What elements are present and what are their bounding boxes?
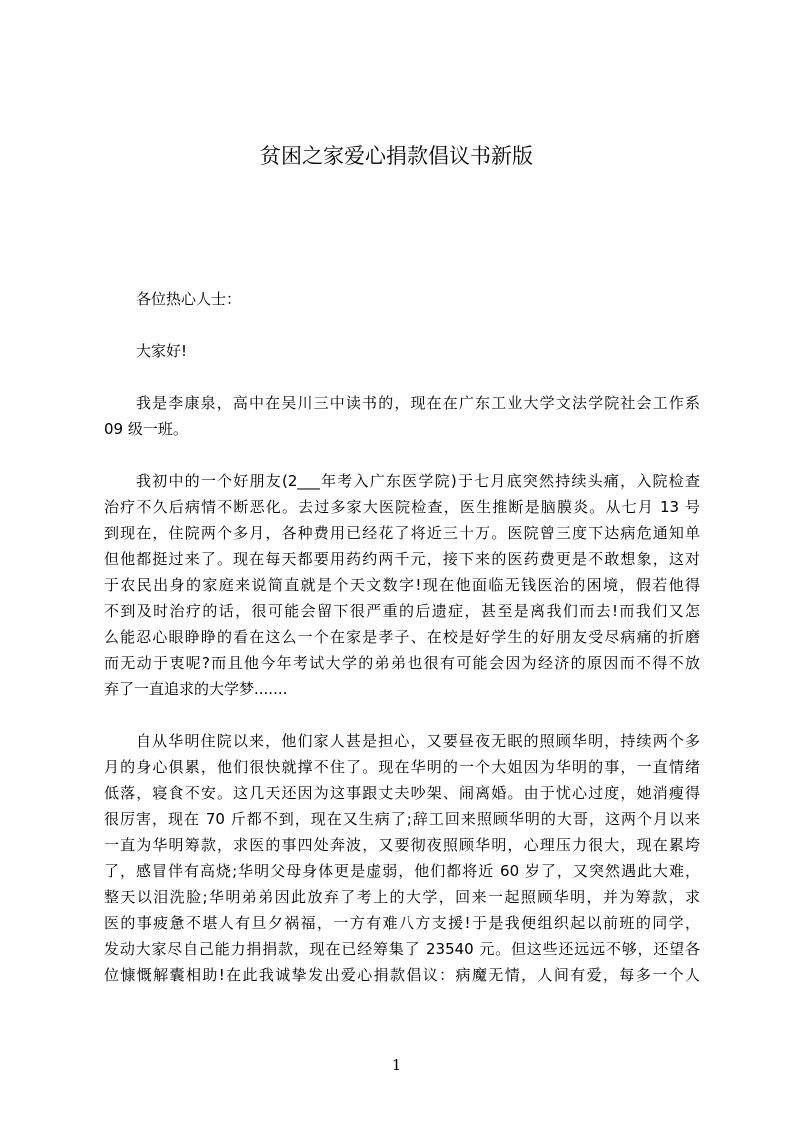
paragraph-line: 但他都挺过来了。现在每天都要用药约两千元，接下来的医药费更是不敢想象，这对 [104, 550, 700, 568]
illness-paragraph [104, 468, 700, 702]
paragraph-line: 位慷慨解囊相助!在此我诚挚发出爱心捐款倡议：病魔无情，人间有爱，每多一个人 [104, 966, 700, 984]
page-number: 1 [391, 1056, 402, 1074]
greeting-line: 大家好! [136, 342, 188, 360]
paragraph-line: 了，感冒伴有高烧;华明父母身体更是虚弱，他们都将近 60 岁了，又突然遇此大难， [104, 862, 700, 880]
paragraph-line: 月的身心俱累，他们很快就撑不住了。现在华明的一个大姐因为华明的事，一直情绪 [104, 758, 700, 776]
paragraph-line: 发动大家尽自己能力捐捐款，现在已经筹集了 23540 元。但这些还远远不够，还望各 [104, 940, 700, 958]
paragraph-line: 整天以泪洗脸;华明弟弟因此放弃了考上的大学，回来一起照顾华明，并为筹款，求 [104, 888, 700, 906]
family-paragraph [104, 728, 700, 988]
paragraph-line: 自从华明住院以来，他们家人甚是担心，又要昼夜无眠的照顾华明，持续两个多 [136, 732, 700, 750]
greeting-paragraph [104, 338, 700, 364]
intro-paragraph [104, 390, 700, 442]
paragraph-line: 而无动于衷呢?而且他今年考试大学的弟弟也很有可能会因为经济的原因而不得不放 [104, 654, 700, 672]
salutation-line: 各位热心人士： [136, 290, 242, 308]
paragraph-line: 09 级一班。 [104, 420, 188, 438]
paragraph-line: 低落，寝食不安。这几天还因为这事跟丈夫吵架、闹离婚。由于忧心过度，她消瘦得 [104, 784, 700, 802]
paragraph-line: 治疗不久后病情不断恶化。去过多家大医院检查，医生推断是脑膜炎。从七月 13 号 [104, 498, 700, 516]
document-title: 贫困之家爱心捐款倡议书新版 [260, 144, 533, 168]
paragraph-line: 我是李康泉，高中在吴川三中读书的，现在在广东工业大学文法学院社会工作系 [136, 394, 700, 412]
paragraph-line: 弃了一直追求的大学梦....... [104, 680, 288, 698]
paragraph-line: 医的事疲惫不堪人有旦夕祸福，一方有难八方支援!于是我便组织起以前班的同学， [104, 914, 700, 932]
document-body [104, 286, 700, 1014]
paragraph-line: 到现在，住院两个多月，各种费用已经花了将近三十万。医院曾三度下达病危通知单 [104, 524, 700, 542]
paragraph-line: 一直为华明筹款，求医的事四处奔波，又要彻夜照顾华明，心理压力很大，现在累垮 [104, 836, 700, 854]
paragraph-line: 于农民出身的家庭来说简直就是个天文数字!现在他面临无钱医治的困境，假若他得 [104, 576, 700, 594]
paragraph-line: 么能忍心眼睁睁的看在这么一个在家是孝子、在校是好学生的好朋友受尽病痛的折磨 [104, 628, 700, 646]
paragraph-line: 我初中的一个好朋友(2___年考入广东医学院)于七月底突然持续头痛，入院检查 [136, 472, 700, 490]
salutation-paragraph [104, 286, 700, 312]
paragraph-line: 不到及时治疗的话，很可能会留下很严重的后遗症，甚至是离我们而去!而我们又怎 [104, 602, 700, 620]
paragraph-line: 很厉害，现在 70 斤都不到，现在又生病了;辞工回来照顾华明的大哥，这两个月以来 [104, 810, 700, 828]
